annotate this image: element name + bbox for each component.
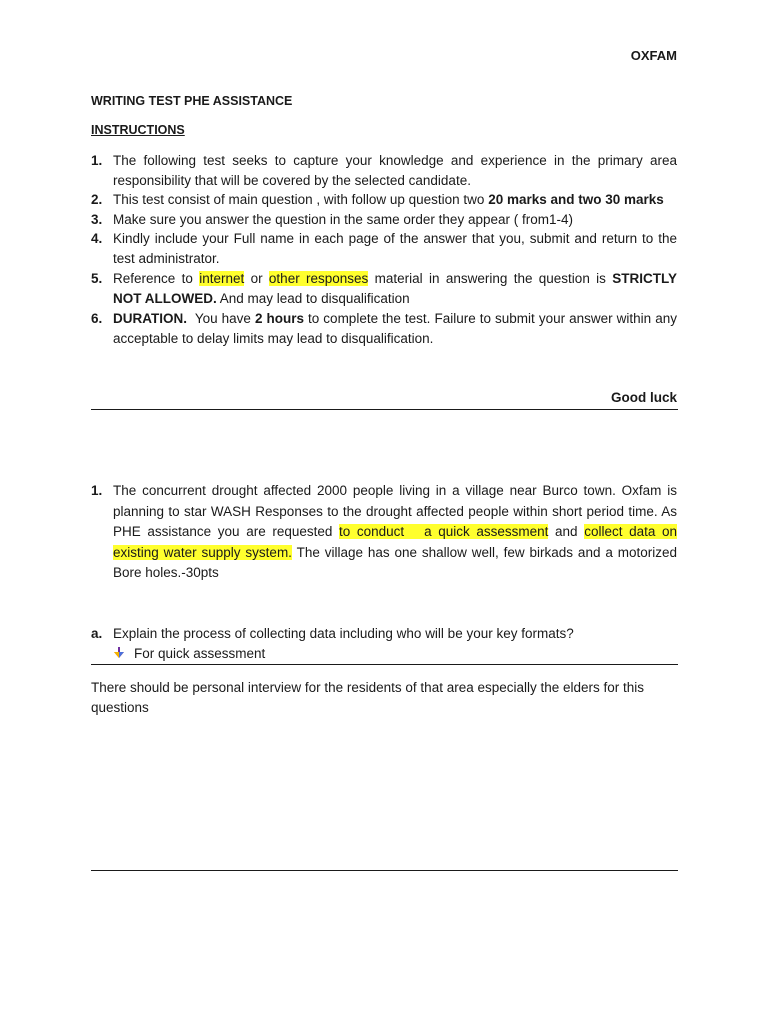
instruction-text: Kindly include your Full name in each page of the answer that you, submit and return to the test administrator. [113,231,677,266]
good-luck-text: Good luck [610,390,677,405]
document-title: WRITING TEST PHE ASSISTANCE [91,94,293,108]
instruction-item [91,151,677,190]
instruction-text: or [244,271,269,286]
sub-question-letter: a. [91,626,103,641]
sub-question-text: Explain the process of collecting data including who will be your key formats? [113,626,574,641]
instruction-number: 3. [91,211,103,227]
answer-text: There should be personal interview for the residents of that area especially the elders for this questions [91,680,645,715]
instruction-text: to complete the test. Failure to submit your answer within any acceptable to delay limits may lead to disqualification. [113,311,677,346]
instruction-item [91,309,677,348]
instruction-number: 1. [91,153,103,168]
instruction-text: And may lead to disqualification [216,290,410,306]
instruction-bold-text: 20 marks and two 30 marks [488,192,664,207]
instruction-number: 4. [91,231,103,246]
instruction-number: 2. [91,192,103,207]
question-number: 1. [91,483,103,498]
instruction-number: 5. [91,271,103,286]
instruction-text: You have [187,311,255,326]
highlighted-text: other responses [268,271,369,286]
bullet-item [113,644,265,663]
instruction-item [91,269,677,308]
highlighted-text: internet [199,271,245,286]
bullet-text: For quick assessment [134,646,266,661]
divider-line [91,870,678,871]
org-name: OXFAM [630,48,677,63]
sub-question-list [91,624,677,644]
sub-question-item [91,624,677,644]
instructions-heading: INSTRUCTIONS [91,123,185,137]
instruction-item [91,229,677,268]
question-text: and [548,524,585,539]
instruction-text: material in answering the question is [368,271,613,286]
instruction-number: 6. [91,311,103,326]
instruction-bold-text: STRICTLY NOT ALLOWED. [113,271,678,306]
instruction-bold-text: DURATION. [113,311,187,326]
question-item [91,481,677,584]
divider-line [91,664,678,665]
instruction-text: The following test seeks to capture your knowledge and experience in the primary area responsibility that will be covered by the selected candidate. [113,153,677,188]
instructions-list [91,151,677,348]
highlighted-text: to conduct a quick assessment [339,524,549,539]
question-list [91,481,677,584]
instruction-text: Reference to [113,271,200,286]
arrow-down-icon [113,647,125,659]
instruction-text: This test consist of main question , with follow up question two [113,192,489,207]
question-text: The village has one shallow well, few birkads and a motorized Bore holes.-30pts [113,544,677,580]
highlighted-text: collect data on existing water supply system. [113,524,678,560]
instruction-bold-text: 2 hours [254,311,304,326]
question-text: The concurrent drought affected 2000 people living in a village near Burco town. Oxfam is planning to star WASH Responses to the drought affected people within short period time. As PHE assistance you are requested [113,483,677,539]
instruction-item [91,210,677,230]
instruction-item [91,190,677,210]
divider-line [91,409,678,410]
instruction-text: Make sure you answer the question in the same order they appear ( from1-4) [113,211,573,227]
